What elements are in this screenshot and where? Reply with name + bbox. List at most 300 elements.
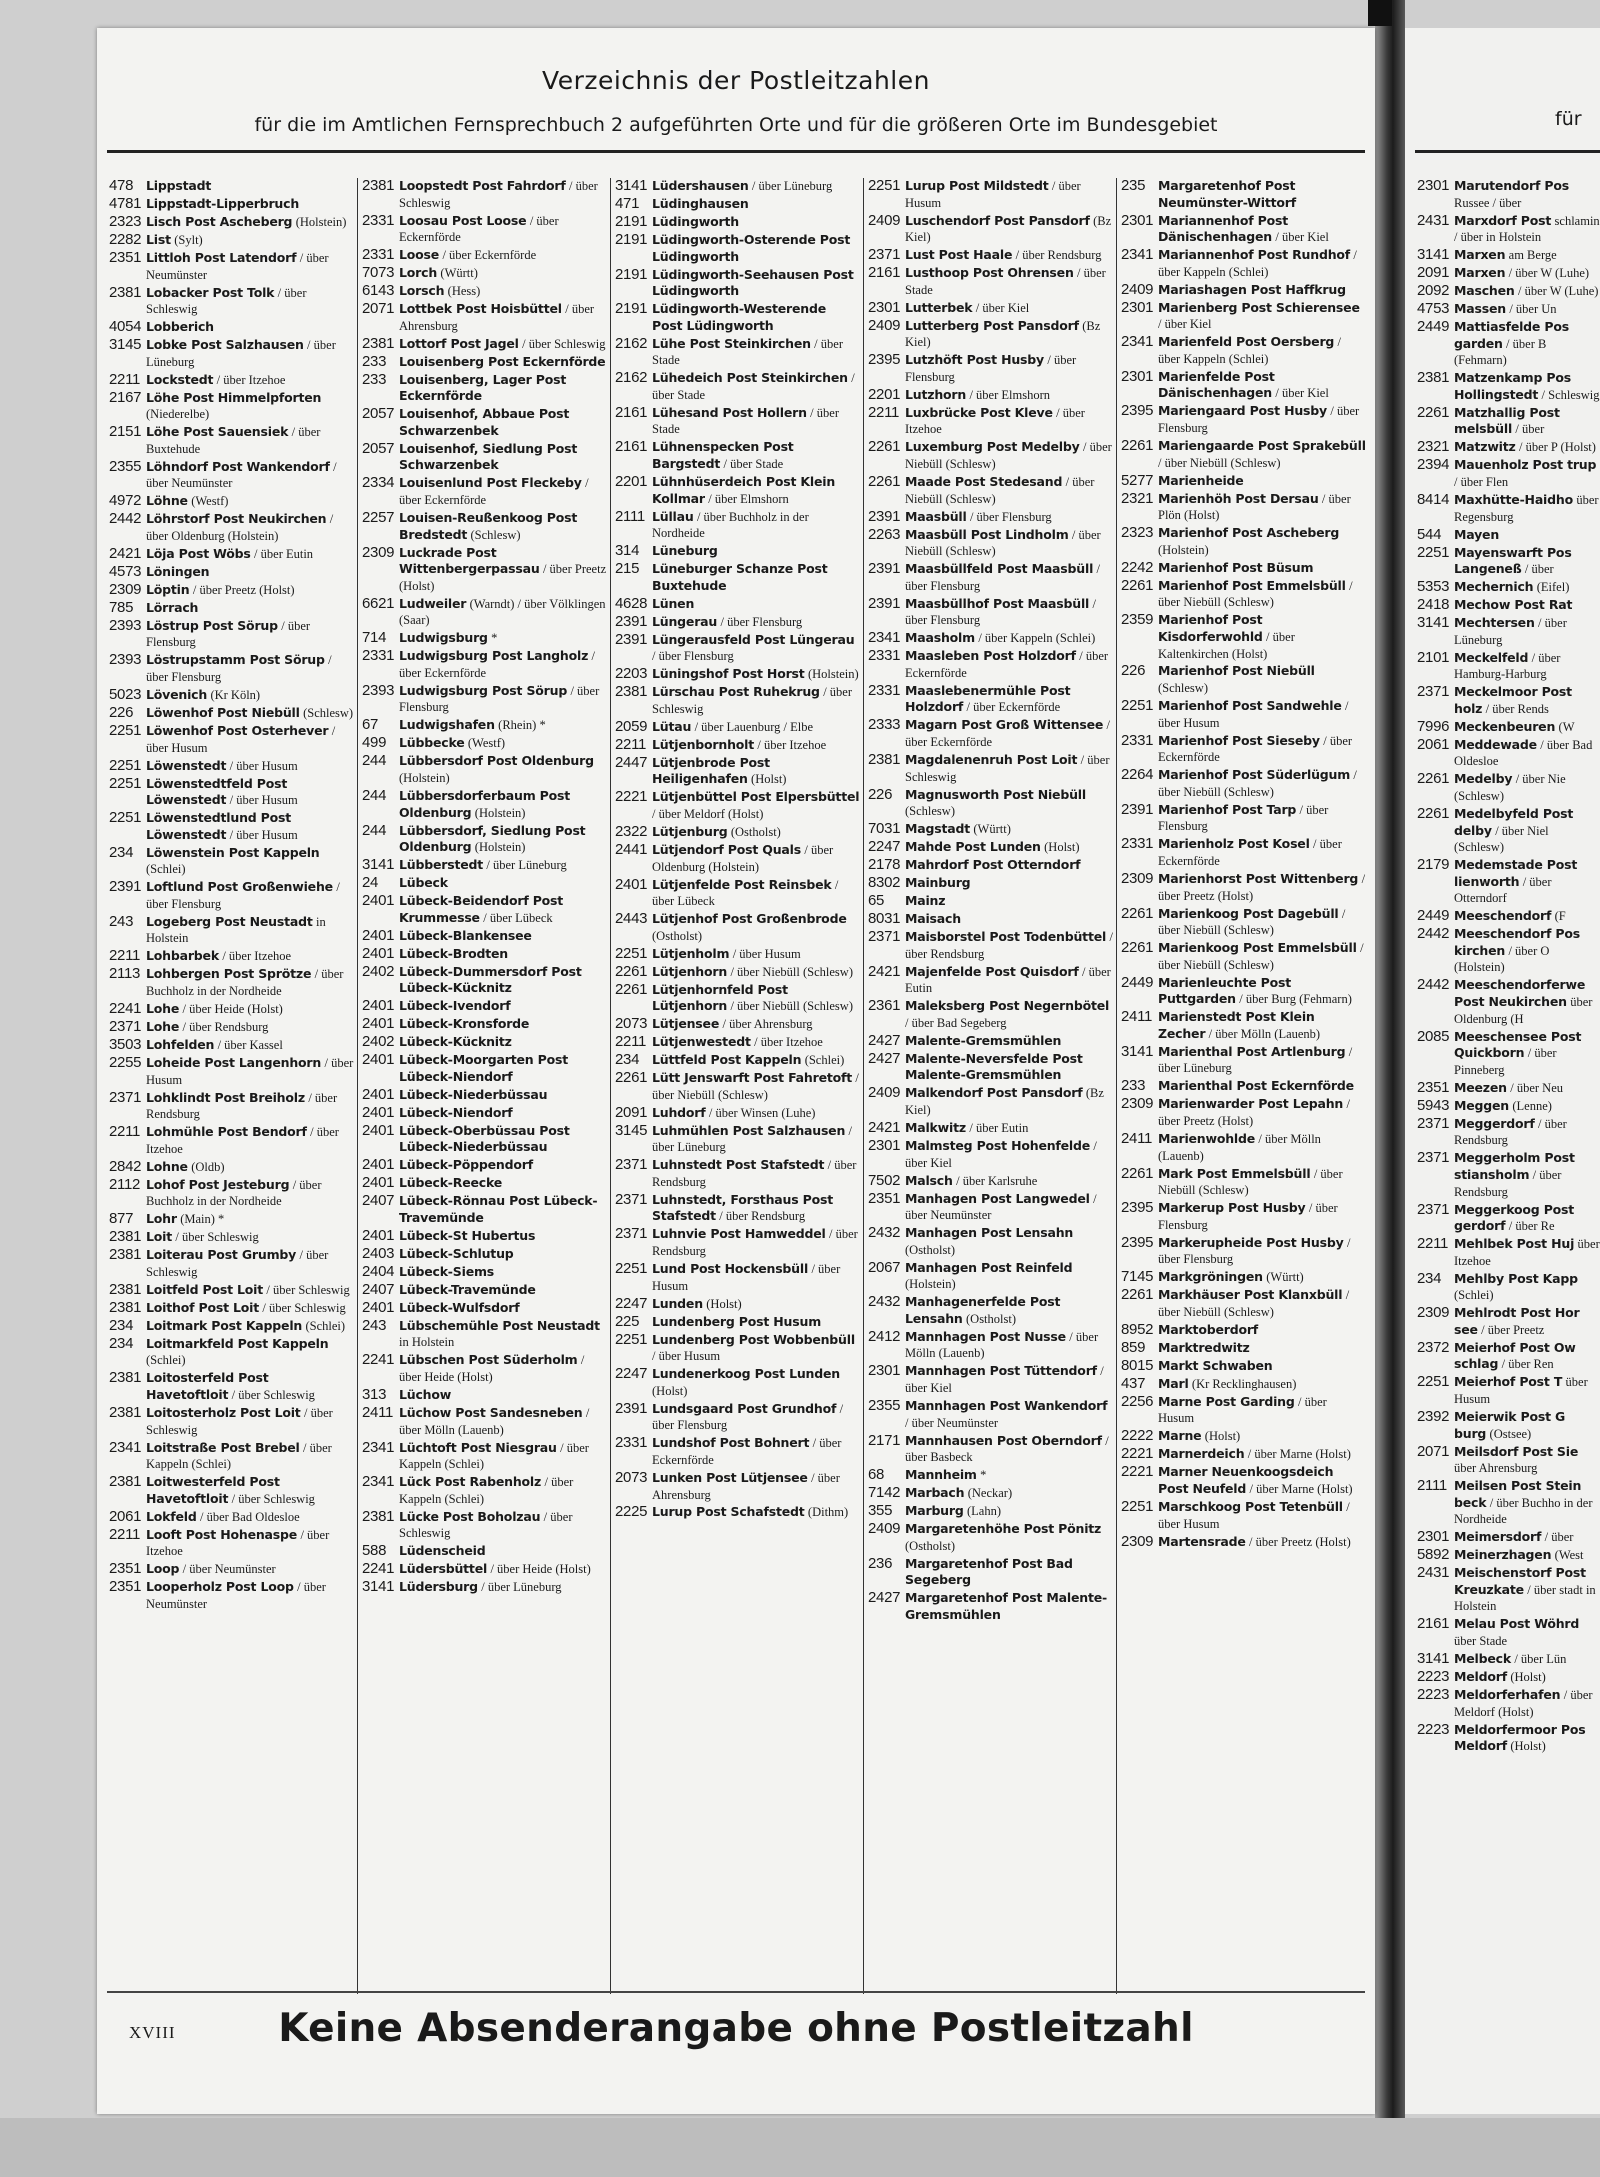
directory-columns: [105, 178, 1369, 1994]
directory-entry: [109, 232, 354, 249]
place-name: Meckelmoor Post holz: [1454, 684, 1572, 716]
postal-code: 2221: [1121, 1445, 1154, 1463]
postal-code: 2309: [1121, 1095, 1154, 1113]
postal-code: 2431: [1417, 211, 1450, 229]
place-name: Maxhütte-Haidho: [1454, 491, 1573, 507]
postal-code: 2071: [362, 300, 395, 318]
place-name: Marienhorst Post Wittenberg: [1158, 870, 1359, 886]
directory-entry: [1121, 578, 1366, 611]
postal-code: 2391: [615, 1399, 648, 1417]
postal-code: 2191: [615, 265, 648, 283]
place-detail: / über Preetz (Holst): [1158, 1097, 1350, 1128]
place-name: Loitosterfeld Post Havetoftloit: [146, 1370, 269, 1402]
postal-code: 2301: [868, 1362, 901, 1380]
postal-code: 2221: [615, 788, 648, 806]
place-detail: / über Marne (Holst): [1249, 1481, 1353, 1496]
place-name: Marbach: [905, 1485, 965, 1501]
place-name: Löhe Post Himmelpforten: [146, 389, 322, 405]
directory-entry: [362, 1087, 607, 1104]
postal-code: 2179: [1417, 856, 1450, 874]
place-detail: / über Heide (Holst): [490, 1562, 591, 1577]
postal-code: 6143: [362, 282, 395, 300]
postal-code: 2178: [868, 856, 901, 874]
postal-code: 2371: [1417, 1200, 1450, 1218]
place-name: Mainz: [905, 893, 946, 909]
footer-rule: [107, 1991, 1365, 1993]
postal-code: 2404: [362, 1262, 395, 1280]
place-detail: / über Oldenburg (Holstein): [652, 842, 834, 874]
postal-code: 2391: [868, 594, 901, 612]
postal-code: 2073: [615, 1015, 648, 1033]
place-name: Lütjenwestedt: [652, 1034, 751, 1050]
postal-code: 8015: [1121, 1356, 1154, 1374]
postal-code: 2391: [615, 630, 648, 648]
place-name: Marienwohlde: [1158, 1130, 1256, 1146]
place-name: Lüdershausen: [652, 178, 749, 193]
postal-code: 2211: [109, 1123, 141, 1141]
place-name: Marienthal Post Eckernförde: [1158, 1078, 1354, 1094]
place-name: Marienthal Post Artlenburg: [1158, 1043, 1346, 1059]
place-detail: / über Nie (Schlesw): [1454, 772, 1566, 803]
place-detail: / über Ahrensburg: [722, 1017, 813, 1032]
postal-code: 2371: [1417, 1114, 1450, 1132]
postal-code: 2359: [1121, 611, 1154, 629]
place-detail: / über Kiel: [1158, 317, 1212, 332]
postal-code: 234: [615, 1051, 640, 1069]
place-detail: / über Lübeck: [483, 910, 553, 925]
postal-code: 2401: [362, 1121, 395, 1139]
directory-column: [863, 178, 1116, 1994]
place-name: Löwenhof Post Niebüll: [146, 705, 300, 721]
postal-code: 8952: [1121, 1320, 1154, 1338]
place-detail: (Württ): [973, 822, 1011, 837]
place-detail: / über Husum: [905, 179, 1081, 210]
directory-entry: [1417, 977, 1600, 1027]
place-name: Ludwigsburg Post Sörup: [399, 682, 568, 698]
place-name: Lokfeld: [146, 1508, 197, 1524]
directory-entry: [1417, 545, 1600, 578]
place-detail: (Main) *: [180, 1212, 225, 1227]
place-detail: (Schlesw): [470, 527, 521, 542]
place-detail: über Oldenburg (H: [1454, 995, 1593, 1026]
postal-code: 2113: [109, 965, 141, 983]
place-detail: (F: [1554, 909, 1566, 924]
postal-code: 3503: [109, 1035, 142, 1053]
place-name: Mehlbek Post Huj: [1454, 1236, 1575, 1252]
place-name: Mayenswarft Pos Langeneß: [1454, 544, 1572, 577]
place-name: Loosau Post Loose: [399, 212, 527, 228]
place-name: Mechtersen: [1454, 615, 1535, 631]
place-name: Marienwarder Post Lepahn: [1158, 1096, 1344, 1112]
directory-entry: [1417, 370, 1600, 403]
directory-entry: [1417, 926, 1600, 976]
place-detail: (Holst): [1204, 1429, 1241, 1444]
place-name: Louisenberg, Lager Post Eckernförde: [399, 371, 567, 404]
place-detail: (Holst): [1510, 1739, 1546, 1754]
place-name: Luhnvie Post Hamweddel: [652, 1226, 826, 1242]
place-name: Lütjendorf Post Quals: [652, 841, 801, 857]
postal-code: 2242: [1121, 558, 1154, 576]
place-detail: / über Husum: [146, 1055, 354, 1087]
postal-code: 235: [1121, 178, 1146, 194]
place-detail: / über Flensburg: [969, 509, 1052, 524]
directory-entry: [615, 1470, 860, 1503]
place-name: Löja Post Wöbs: [146, 545, 251, 561]
postal-code: 2059: [615, 717, 648, 735]
place-detail: / über Itzehoe: [216, 372, 286, 387]
place-detail: / über Eckernförde: [905, 718, 1110, 750]
directory-entry: [1417, 579, 1600, 596]
place-detail: / über Flensburg: [652, 1401, 844, 1433]
directory-entry: [615, 439, 860, 472]
place-detail: / über Flensburg: [720, 614, 803, 629]
postal-code: 8031: [868, 910, 901, 928]
right-page-column: [1417, 178, 1600, 1756]
place-detail: / über Itzehoe: [754, 1035, 823, 1050]
directory-entry: [362, 1300, 607, 1317]
postal-code: 65: [868, 892, 885, 910]
place-detail: / über Rendsburg: [905, 930, 1113, 961]
directory-entry: [109, 390, 354, 423]
place-name: Lütjenhorn: [652, 963, 728, 979]
directory-entry: [868, 1085, 1113, 1118]
place-detail: / über Eckernförde: [399, 213, 559, 245]
directory-entry: [362, 928, 607, 945]
directory-entry: [615, 684, 860, 717]
directory-entry: [868, 964, 1113, 997]
directory-entry: [868, 683, 1113, 716]
postal-code: 2111: [1417, 1477, 1447, 1495]
place-name: Mariannenhof Post Rundhof: [1158, 247, 1351, 263]
postal-code: 2355: [109, 457, 142, 475]
place-name: Lüdersburg: [399, 1579, 478, 1595]
postal-code: 2341: [362, 1473, 395, 1491]
postal-code: 2421: [868, 962, 901, 980]
postal-code: 2161: [868, 264, 901, 282]
postal-code: 2411: [1121, 1008, 1153, 1026]
directory-entry: [1417, 265, 1600, 282]
directory-entry: [109, 879, 354, 912]
place-name: Markhäuser Post Klanxbüll: [1158, 1287, 1343, 1303]
place-name: Lücke Post Boholzau: [399, 1508, 541, 1524]
place-name: Lübeck-Blankensee: [399, 927, 532, 943]
postal-code: 8414: [1417, 490, 1450, 508]
place-detail: / über Schleswig: [146, 285, 307, 317]
place-name: Malente-Neversfelde Post Malente-Gremsmühlen: [905, 1050, 1083, 1083]
place-name: Lübschen Post Süderholm: [399, 1352, 578, 1368]
place-detail: / über: [1544, 1530, 1574, 1545]
footer-slogan: Keine Absenderangabe ohne Postleitzahl: [278, 2006, 1194, 2051]
place-name: Mechernich: [1454, 579, 1534, 595]
postal-code: 2211: [1417, 1235, 1449, 1253]
place-name: Maisborstel Post Todenbüttel: [905, 929, 1107, 945]
place-detail: / über: [1515, 422, 1545, 437]
place-detail: (Westf): [191, 494, 229, 509]
postal-code: 877: [109, 1210, 134, 1228]
postal-code: 2261: [868, 473, 901, 490]
place-name: Lottorf Post Jagel: [399, 335, 519, 351]
place-name: Loftlund Post Großenwiehe: [146, 879, 333, 895]
place-detail: (Hess): [447, 284, 481, 299]
postal-code: 2447: [615, 753, 648, 771]
place-name: Manhagen Post Langwedel: [905, 1190, 1090, 1206]
place-detail: (W: [1558, 719, 1575, 734]
postal-code: 4628: [615, 594, 648, 612]
place-detail: über Stade: [1454, 1634, 1508, 1649]
postal-code: 2401: [362, 1015, 395, 1033]
place-name: Malmsteg Post Hohenfelde: [905, 1137, 1091, 1153]
place-name: Lorch: [399, 265, 438, 281]
directory-entry: [868, 929, 1113, 962]
directory-entry: [615, 232, 860, 265]
directory-entry: [868, 1191, 1113, 1224]
place-detail: / über Neumünster: [146, 1580, 326, 1611]
directory-entry: [1417, 908, 1600, 925]
postal-code: 2341: [109, 1438, 142, 1456]
place-name: Meimersdorf: [1454, 1529, 1542, 1545]
postal-code: 226: [868, 785, 893, 803]
postal-code: 2261: [1121, 1286, 1154, 1304]
place-name: Melau Post Wöhrd: [1454, 1616, 1580, 1632]
place-name: Marktredwitz: [1158, 1339, 1250, 1355]
place-name: Lübberstedt: [399, 857, 484, 873]
directory-entry: [362, 1016, 607, 1033]
postal-code: 7073: [362, 264, 395, 282]
place-detail: / über Meldorf (Holst): [652, 806, 764, 821]
place-detail: / über Eckernförde: [399, 649, 596, 680]
directory-entry: [615, 596, 860, 613]
place-name: Marienhof Post Niebüll: [1158, 663, 1315, 679]
place-detail: / über Oldenburg (Holstein): [146, 512, 334, 543]
place-name: Matzenkamp Pos Hollingstedt: [1454, 370, 1571, 402]
directory-entry: [1417, 405, 1600, 438]
postal-code: 2371: [615, 1225, 648, 1243]
postal-code: 243: [362, 1316, 387, 1334]
postal-code: 2071: [1417, 1442, 1450, 1460]
postal-code: 2241: [362, 1351, 395, 1369]
place-name: Loitfeld Post Loit: [146, 1281, 264, 1297]
place-detail: / Schleswig: [1541, 387, 1600, 402]
place-detail: / über Lüneburg: [146, 338, 336, 369]
directory-entry: [109, 546, 354, 563]
place-detail: / über Rendsburg: [719, 1209, 806, 1224]
directory-entry: [1417, 1236, 1600, 1269]
directory-entry: [109, 1579, 354, 1612]
place-detail: / über Husum: [146, 724, 336, 755]
directory-entry: [868, 752, 1113, 785]
directory-entry: [362, 441, 607, 474]
directory-entry: [615, 1034, 860, 1051]
directory-entry: [1417, 1409, 1600, 1442]
directory-entry: [109, 914, 354, 947]
directory-entry: [362, 1123, 607, 1156]
place-name: Lüchow: [399, 1386, 452, 1402]
right-page-header-fragment: für: [1555, 108, 1582, 130]
place-name: Lüllau: [652, 508, 694, 524]
directory-entry: [1121, 1078, 1366, 1095]
directory-entry: [362, 1352, 607, 1385]
place-detail: / über Bad Segeberg: [905, 1015, 1007, 1030]
place-name: Marienhof Post Kisdorferwohld: [1158, 612, 1263, 644]
place-name: Lütjenholm: [652, 945, 730, 961]
postal-code: 2392: [1417, 1408, 1450, 1425]
postal-code: 2442: [1417, 925, 1450, 943]
directory-entry: [109, 966, 354, 999]
postal-code: 2101: [1417, 648, 1450, 666]
directory-entry: [868, 1398, 1113, 1431]
postal-code: 2443: [615, 910, 648, 928]
directory-entry: [362, 1561, 607, 1578]
place-name: Lühesand Post Hollern: [652, 404, 807, 420]
place-name: Ludweiler: [399, 595, 467, 611]
place-detail: / über stadt in Holstein: [1454, 1582, 1596, 1614]
place-detail: über Husum: [1454, 1375, 1588, 1407]
directory-entry: [868, 821, 1113, 838]
postal-code: 2261: [1121, 576, 1154, 594]
place-detail: / über Lüneburg: [1158, 1044, 1353, 1076]
postal-code: 3145: [615, 1121, 648, 1139]
directory-entry: [1121, 1534, 1366, 1551]
place-detail: / über Itzehoe: [757, 737, 827, 752]
place-detail: / über Kassel: [217, 1037, 283, 1052]
place-name: Manhagenerfelde Post Lensahn: [905, 1294, 1061, 1326]
place-detail: (Ostholst): [730, 824, 781, 839]
directory-entry: [615, 719, 860, 736]
place-detail: / über Husum: [229, 793, 298, 808]
postal-code: 2251: [1417, 543, 1450, 561]
postal-code: 2331: [362, 211, 395, 229]
postal-code: 2251: [615, 944, 648, 962]
place-name: Marnerdeich: [1158, 1446, 1245, 1462]
place-detail: (Schlei): [146, 1353, 186, 1368]
place-detail: (Württ): [440, 266, 478, 281]
place-detail: / über Otterndorf: [1454, 874, 1552, 906]
directory-entry: [109, 1211, 354, 1228]
place-detail: (Bz Kiel): [905, 213, 1112, 245]
directory-entry: [362, 1579, 607, 1596]
directory-entry: [362, 1193, 607, 1226]
postal-code: 2401: [362, 1298, 395, 1316]
place-name: Lüchtoft Post Niesgrau: [399, 1439, 557, 1455]
place-name: Logeberg Post Neustadt: [146, 913, 313, 929]
directory-entry: [1417, 1080, 1600, 1097]
place-name: Lohmühle Post Bendorf: [146, 1124, 307, 1140]
postal-code: 859: [1121, 1338, 1146, 1356]
place-detail: über Ahrensburg: [1454, 1461, 1538, 1476]
place-detail: / über Niebüll (Schlesw): [905, 440, 1112, 472]
directory-entry: [362, 510, 607, 543]
place-name: Lübeck-Kronsforde: [399, 1016, 530, 1032]
place-detail: (Holstein): [295, 214, 347, 229]
directory-entry: [1417, 1150, 1600, 1200]
postal-code: 8302: [868, 874, 901, 892]
directory-entry: [615, 370, 860, 403]
directory-entry: [868, 387, 1113, 404]
place-name: Ludwigsburg Post Langholz: [399, 648, 589, 664]
postal-code: 2223: [1417, 1686, 1450, 1704]
place-name: Marxen: [1454, 265, 1506, 281]
place-detail: / über Husum: [732, 946, 801, 961]
postal-code: 234: [1417, 1269, 1442, 1287]
postal-code: 7502: [868, 1171, 901, 1189]
postal-code: 2341: [362, 1438, 395, 1456]
postal-code: 2449: [1417, 318, 1450, 336]
directory-entry: [109, 372, 354, 389]
place-name: Marienfelde Post Dänischenhagen: [1158, 368, 1275, 401]
directory-entry: [109, 493, 354, 510]
postal-code: 2412: [868, 1327, 901, 1345]
directory-entry: [1121, 663, 1366, 696]
place-name: Meezen: [1454, 1079, 1507, 1095]
directory-entry: [109, 1318, 354, 1335]
place-detail: / über Kiel: [1275, 386, 1329, 401]
place-detail: / über Ahrensburg: [399, 302, 595, 333]
postal-code: 3141: [1121, 1042, 1154, 1060]
directory-entry: [1121, 282, 1366, 299]
postal-code: 2247: [868, 838, 901, 856]
place-detail: / über Husum: [1158, 1394, 1327, 1426]
postal-code: 2211: [109, 947, 141, 965]
place-detail: / über Un: [1509, 302, 1557, 317]
place-name: Lüchow Post Sandesneben: [399, 1404, 583, 1420]
directory-entry: [362, 1474, 607, 1507]
directory-entry: [1121, 178, 1366, 211]
directory-entry: [615, 405, 860, 438]
place-detail: / über Neumünster: [146, 459, 337, 491]
directory-entry: [109, 1561, 354, 1578]
place-name: Lobberich: [146, 319, 214, 335]
place-name: Marburg: [905, 1503, 964, 1519]
place-name: Lohr: [146, 1211, 177, 1227]
place-name: Loose: [399, 247, 440, 263]
postal-code: 2061: [1417, 735, 1450, 753]
place-name: Mainburg: [905, 875, 971, 891]
place-name: Lütjenbornholt: [652, 736, 755, 752]
directory-entry: [868, 1467, 1113, 1484]
postal-code: 2161: [615, 438, 648, 456]
place-detail: *: [491, 631, 498, 646]
postal-code: 2251: [109, 756, 142, 774]
page-subtitle: für die im Amtlichen Fernsprechbuch 2 aufgeführten Orte und für die größeren Orte im Bundesgebiet: [254, 114, 1218, 136]
place-name: Meierhof Post Ow schlag: [1454, 1339, 1576, 1372]
place-detail: / über Heide (Holst): [399, 1353, 585, 1384]
postal-code: 2395: [1121, 1199, 1154, 1217]
directory-entry: [362, 283, 607, 300]
postal-code: 2401: [362, 1051, 395, 1069]
place-name: Maasbüllhof Post Maasbüll: [905, 595, 1090, 611]
directory-entry: [615, 543, 860, 560]
place-name: Lütt Jenswarft Post Fahretoft: [652, 1070, 853, 1086]
place-detail: / über Buchho in der Nordheide: [1454, 1495, 1593, 1527]
place-detail: / über Schleswig: [231, 1387, 315, 1402]
postal-code: 4753: [1417, 300, 1450, 318]
directory-entry: [1121, 1394, 1366, 1427]
place-detail: / über Re: [1508, 1219, 1555, 1234]
place-detail: schlamin / über in Holstein: [1454, 213, 1600, 245]
place-detail: (Schlei): [1454, 1288, 1494, 1303]
directory-entry: [868, 265, 1113, 298]
directory-entry: [1417, 1340, 1600, 1373]
place-name: Loiterau Post Grumby: [146, 1247, 297, 1263]
directory-entry: [1121, 491, 1366, 524]
place-name: Mahde Post Lunden: [905, 839, 1041, 855]
place-name: Lutterberg Post Pansdorf: [905, 317, 1079, 333]
directory-entry: [362, 475, 607, 508]
directory-entry: [362, 1228, 607, 1245]
place-name: Luhdorf: [652, 1104, 706, 1120]
postal-code: 2421: [868, 1118, 901, 1136]
postal-code: 2842: [109, 1157, 142, 1175]
